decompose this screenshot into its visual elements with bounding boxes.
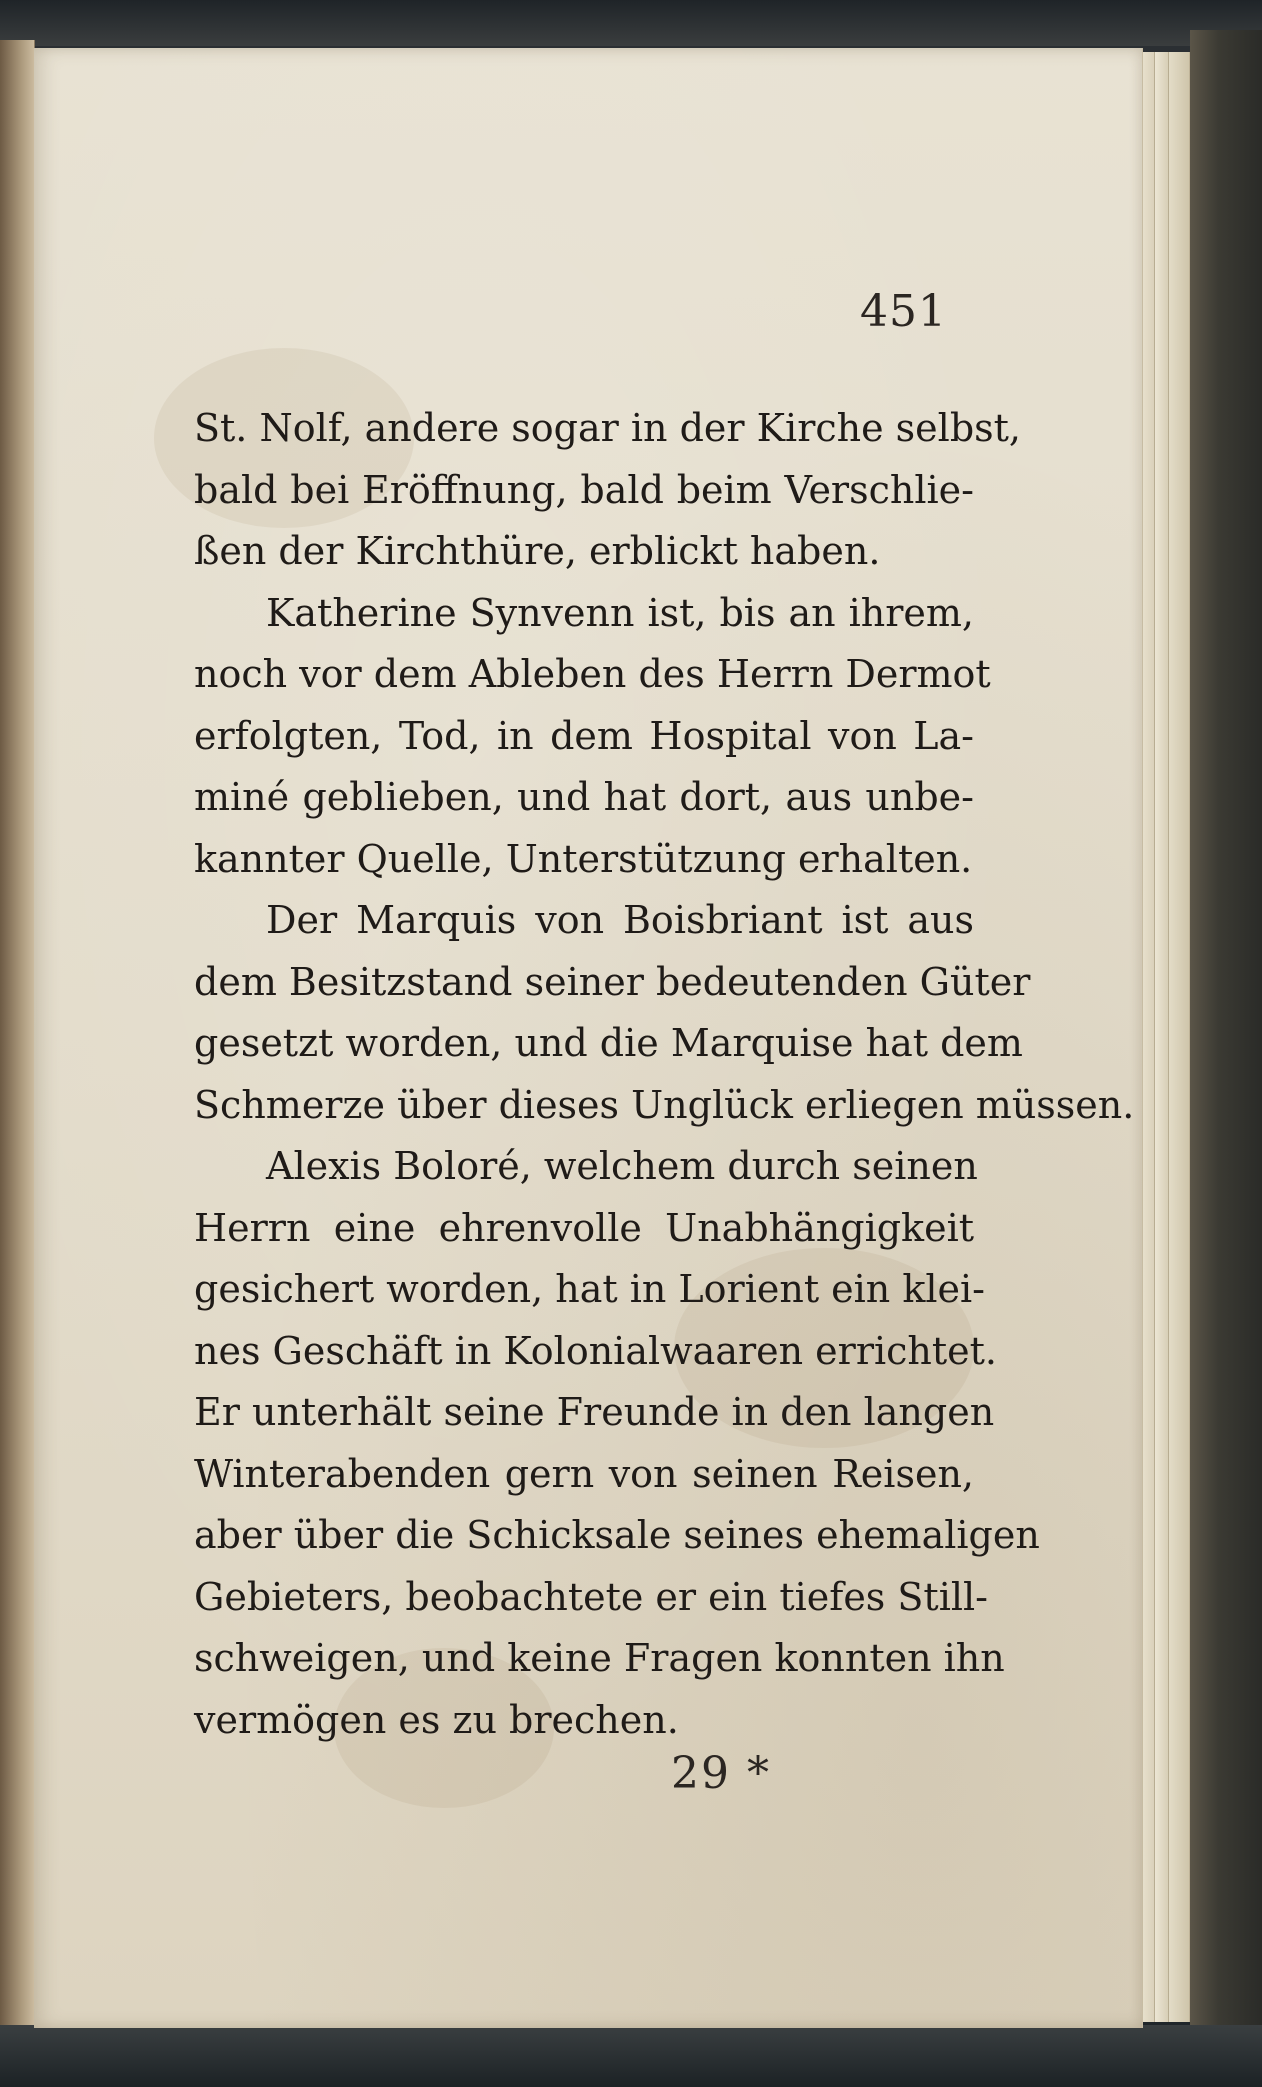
text-line: gesichert worden, hat in Lorient ein klei-: [194, 1267, 986, 1311]
text-line: Winterabenden gern von seinen Reisen,: [194, 1451, 974, 1496]
text-line: St. Nolf, andere sogar in der Kirche selbst,: [194, 406, 1022, 450]
left-page-edge: [0, 40, 35, 2040]
text-line: gesetzt worden, und die Marquise hat dem: [194, 1021, 1023, 1065]
page-stack-edge: [1168, 52, 1190, 2022]
text-line: Schmerze über dieses Unglück erliegen müssen.: [194, 1082, 1135, 1127]
text-line: kannter Quelle, Unterstützung erhalten.: [194, 836, 973, 881]
text-line: nes Geschäft in Kolonialwaaren errichtet.: [194, 1328, 998, 1373]
text-line: bald bei Eröffnung, bald beim Verschlie-: [194, 467, 974, 512]
text-line: Er unterhält seine Freunde in den langen: [194, 1390, 995, 1434]
text-line: noch vor dem Ableben des Herrn Dermot: [194, 652, 991, 696]
page-number: 451: [860, 286, 947, 337]
text-line: vermögen es zu brechen.: [194, 1697, 679, 1742]
text-line: aber über die Schicksale seines ehemaligen: [194, 1513, 1040, 1557]
text-line: Katherine Synvenn ist, bis an ihrem,: [266, 590, 974, 635]
book-page: [34, 48, 1143, 2028]
text-line: Alexis Boloré, welchem durch seinen: [266, 1144, 978, 1188]
body-text: [194, 398, 1135, 1751]
text-line: dem Besitzstand seiner bedeutenden Güter: [194, 959, 1031, 1004]
text-line: Gebieters, beobachtete er ein tiefes Still-: [194, 1574, 988, 1619]
text-line: Herrn eine ehrenvolle Unabhängigkeit: [194, 1205, 974, 1250]
book-top-edge: [0, 0, 1262, 46]
text-line: Der Marquis von Boisbriant ist aus: [266, 898, 974, 942]
scanner-bottom-band: [0, 2025, 1262, 2087]
text-line: erfolgten, Tod, in dem Hospital von La-: [194, 713, 974, 758]
text-line: miné geblieben, und hat dort, aus unbe-: [194, 775, 974, 819]
book-cover-board: [1190, 30, 1262, 2050]
signature-mark: 29 *: [671, 1748, 771, 1799]
text-line: ßen der Kirchthüre, erblickt haben.: [194, 529, 881, 573]
text-line: schweigen, und keine Fragen konnten ihn: [194, 1636, 1005, 1680]
